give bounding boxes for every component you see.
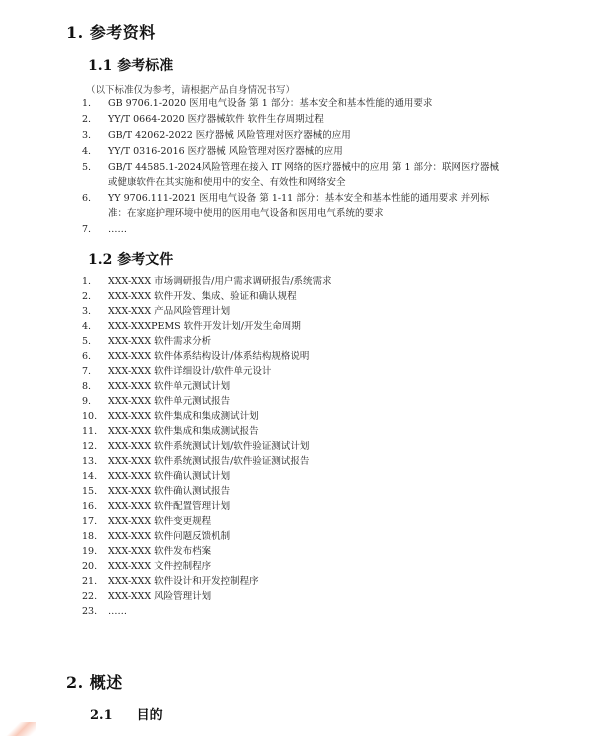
list-item (82, 604, 502, 619)
list-item-text: XXX-XXX 软件需求分析 (108, 336, 212, 347)
list-item-number: 3. (82, 130, 92, 141)
list-item-text: XXX-XXXPEMS 软件开发计划/开发生命周期 (108, 321, 301, 332)
list-item (82, 514, 502, 529)
list-item (82, 409, 502, 424)
list-item (82, 112, 502, 127)
list-item-text: YY 9706.111-2021 医用电气设备 第 1-11 部分：基本安全和基本性能的通用要求 并列标准：在家庭护理环境中使用的医用电气设备和医用电气系统的要求 (108, 193, 490, 219)
list-item-number: 7. (82, 366, 92, 377)
list-item-number: 9. (82, 396, 92, 407)
list-item (82, 349, 502, 364)
list-item-text: GB 9706.1-2020 医用电气设备 第 1 部分：基本安全和基本性能的通用要求 (108, 98, 433, 109)
list-item (82, 589, 502, 604)
list-item-text: XXX-XXX 文件控制程序 (108, 561, 212, 572)
list-item-number: 17. (82, 516, 98, 527)
list-item-text: XXX-XXX 软件问题反馈机制 (108, 531, 231, 542)
list-item (82, 499, 502, 514)
list-item-number: 1. (82, 276, 92, 287)
list-item (82, 160, 502, 190)
list-item-number: 5. (82, 162, 92, 173)
list-item-text: XXX-XXX 风险管理计划 (108, 591, 212, 602)
list-item-number: 19. (82, 546, 98, 557)
list-item (82, 289, 502, 304)
list-item (82, 379, 502, 394)
list-item-number: 23. (82, 606, 98, 617)
list-item-number: 2. (82, 291, 92, 302)
list-item-number: 4. (82, 146, 92, 157)
list-item-text: XXX-XXX 软件系统测试报告/软件验证测试报告 (108, 456, 310, 467)
list-item (82, 469, 502, 484)
list-item-number: 10. (82, 411, 98, 422)
list-item-text: XXX-XXX 软件变更规程 (108, 516, 212, 527)
list-item-text: XXX-XXX 软件配置管理计划 (108, 501, 231, 512)
list-item (82, 454, 502, 469)
list-item-text: YY/T 0664-2020 医疗器械软件 软件生存周期过程 (108, 114, 324, 125)
list-item-text: GB/T 44585.1-2024风险管理在接入 IT 网络的医疗器械中的应用 第 1 部分：联网医疗器械或健康软件在其实施和使用中的安全、有效性和网络安全 (108, 162, 500, 188)
list-item (82, 128, 502, 143)
standards-list (82, 96, 502, 238)
list-item-text: GB/T 42062-2022 医疗器械 风险管理对医疗器械的应用 (108, 130, 351, 141)
list-item-text: XXX-XXX 市场调研报告/用户需求调研报告/系统需求 (108, 276, 332, 287)
section-2-1-number: 2.1 (90, 708, 113, 723)
documents-list (82, 274, 502, 619)
list-item-number: 4. (82, 321, 92, 332)
list-item-number: 8. (82, 381, 92, 392)
list-item-text: XXX-XXX 软件发布档案 (108, 546, 212, 557)
list-item-number: 18. (82, 531, 98, 542)
list-item (82, 319, 502, 334)
list-item (82, 96, 502, 111)
list-item-text: XXX-XXX 软件体系结构设计/体系结构规格说明 (108, 351, 310, 362)
section-2-1-title: 目的 (136, 708, 163, 723)
list-item (82, 439, 502, 454)
list-item-text: …… (108, 224, 127, 235)
list-item (82, 544, 502, 559)
section-1-2-heading: 1.2 参考文件 (88, 252, 174, 268)
list-item (82, 222, 502, 237)
list-item-text: XXX-XXX 软件单元测试报告 (108, 396, 231, 407)
list-item (82, 274, 502, 289)
list-item-number: 12. (82, 441, 98, 452)
list-item (82, 394, 502, 409)
list-item (82, 574, 502, 589)
list-item-number: 16. (82, 501, 98, 512)
list-item (82, 364, 502, 379)
list-item-number: 22. (82, 591, 98, 602)
list-item-number: 13. (82, 456, 98, 467)
list-item-text: XXX-XXX 软件详细设计/软件单元设计 (108, 366, 272, 377)
list-item-number: 1. (82, 98, 92, 109)
list-item (82, 191, 502, 221)
list-item-text: XXX-XXX 软件确认测试报告 (108, 486, 231, 497)
list-item-number: 3. (82, 306, 92, 317)
list-item-text: YY/T 0316-2016 医疗器械 风险管理对医疗器械的应用 (108, 146, 343, 157)
list-item-text: XXX-XXX 软件集成和集成测试计划 (108, 411, 259, 422)
list-item-number: 11. (82, 426, 98, 437)
section-2-1-heading (90, 704, 163, 723)
section-2-heading: 2. 概述 (66, 673, 123, 692)
list-item-number: 20. (82, 561, 98, 572)
list-item (82, 304, 502, 319)
list-item-text: XXX-XXX 软件设计和开发控制程序 (108, 576, 259, 587)
standards-note: （以下标准仅为参考，请根据产品自身情况书写） (86, 85, 296, 96)
list-item (82, 559, 502, 574)
list-item-number: 15. (82, 486, 98, 497)
list-item-text: XXX-XXX 软件系统测试计划/软件验证测试计划 (108, 441, 310, 452)
section-1-heading: 1. 参考资料 (66, 23, 156, 42)
list-item (82, 334, 502, 349)
list-item-number: 21. (82, 576, 98, 587)
list-item-number: 5. (82, 336, 92, 347)
list-item-text: XXX-XXX 软件确认测试计划 (108, 471, 231, 482)
section-1-1-heading: 1.1 参考标准 (88, 58, 174, 74)
list-item (82, 529, 502, 544)
list-item-text: XXX-XXX 软件开发、集成、验证和确认规程 (108, 291, 297, 302)
list-item-number: 6. (82, 351, 92, 362)
list-item-text: …… (108, 606, 127, 617)
list-item-number: 14. (82, 471, 98, 482)
list-item (82, 484, 502, 499)
list-item-text: XXX-XXX 软件集成和集成测试报告 (108, 426, 259, 437)
corner-mark (0, 722, 36, 736)
list-item (82, 424, 502, 439)
list-item (82, 144, 502, 159)
list-item-number: 6. (82, 193, 92, 204)
list-item-text: XXX-XXX 软件单元测试计划 (108, 381, 231, 392)
list-item-number: 2. (82, 114, 92, 125)
list-item-number: 7. (82, 224, 92, 235)
list-item-text: XXX-XXX 产品风险管理计划 (108, 306, 231, 317)
